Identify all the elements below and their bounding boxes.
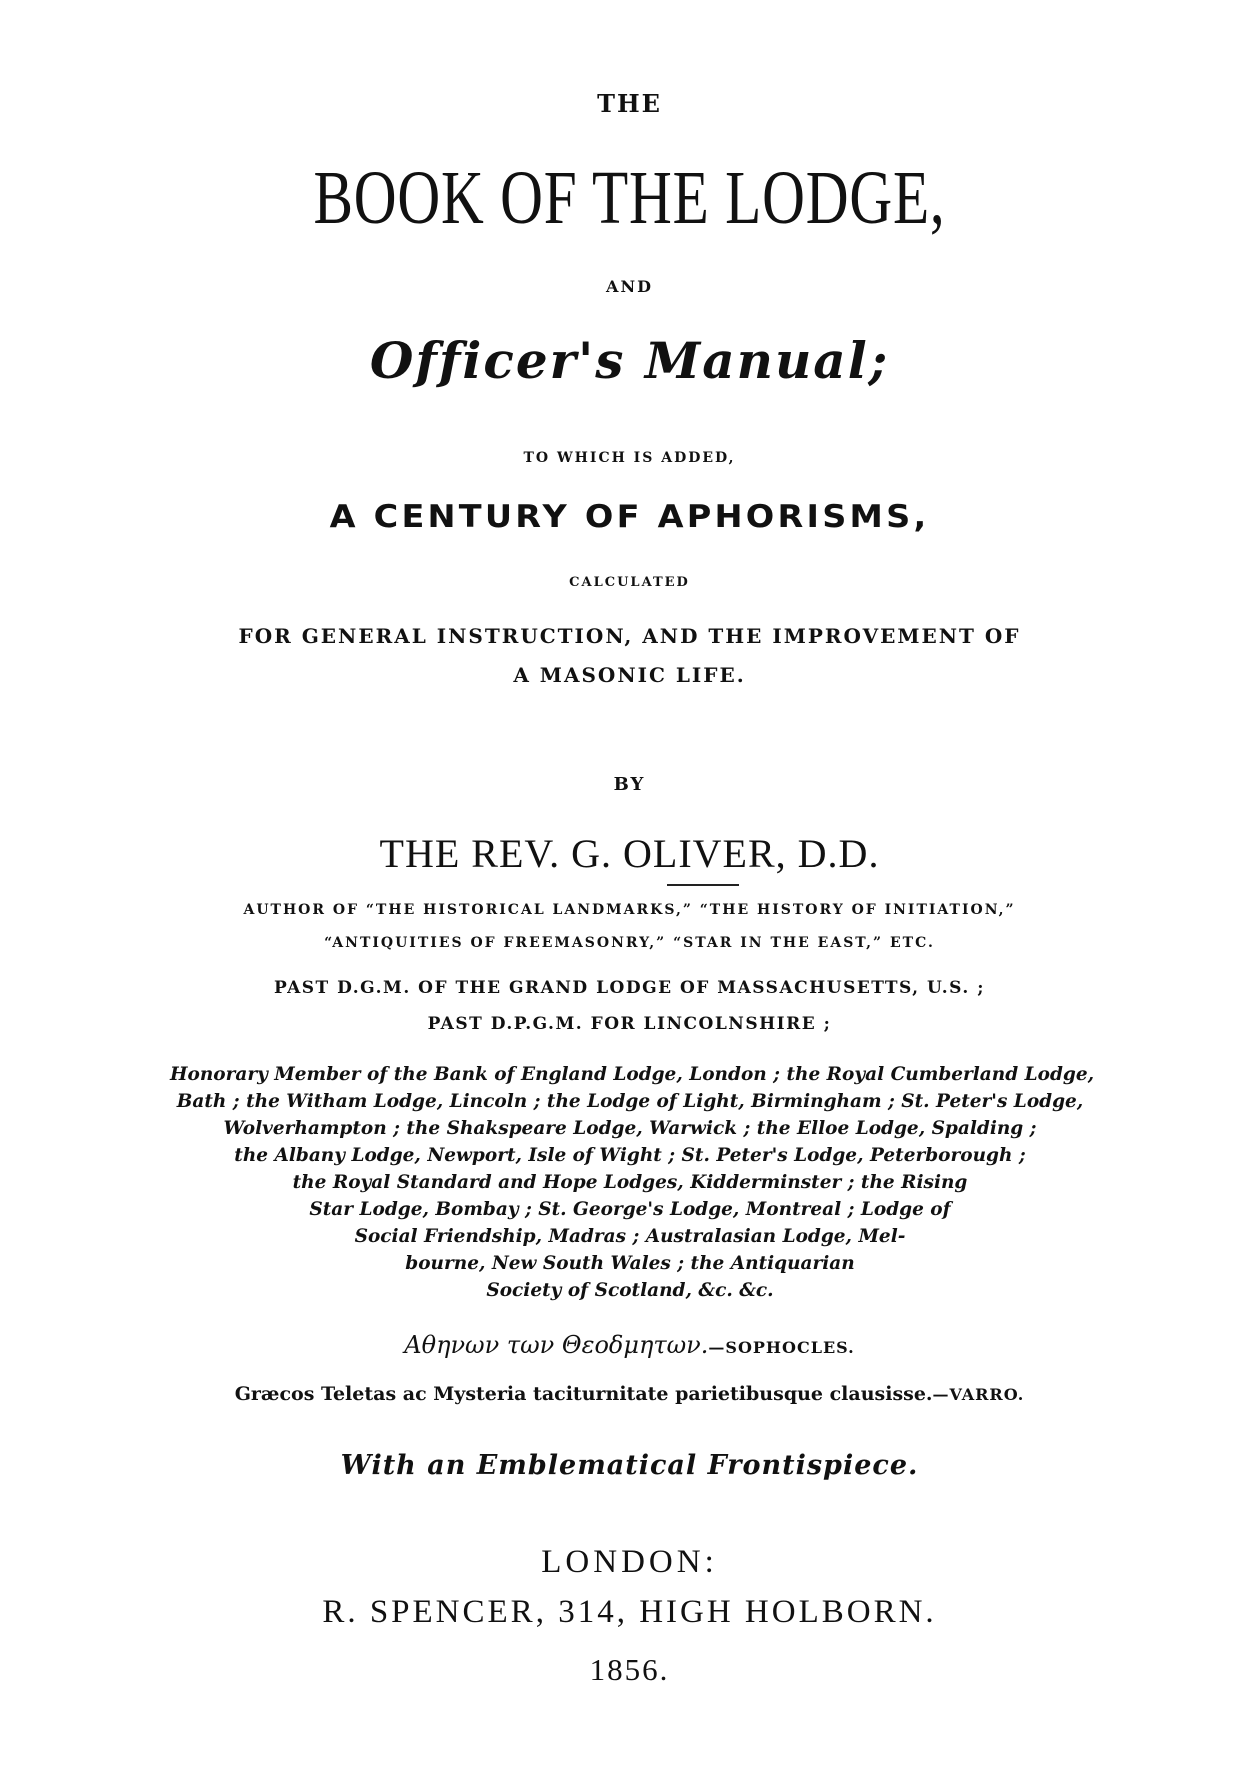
century-of-aphorisms: A CENTURY OF APHORISMS, (329, 499, 930, 535)
purpose-line-1: FOR GENERAL INSTRUCTION, AND THE IMPROVEMENT OF (238, 624, 1021, 648)
honorary-line: Wolverhampton ; the Shakspeare Lodge, Warwick ; the Elloe Lodge, Spalding ; (223, 1118, 1037, 1139)
title-and: AND (606, 277, 653, 296)
latin-quote-line (0, 1385, 1259, 1404)
office-line-2: PAST D.P.G.M. FOR LINCOLNSHIRE ; (427, 1014, 832, 1034)
by-label: BY (613, 774, 646, 795)
honorary-memberships (170, 1061, 1095, 1304)
calculated: CALCULATED (569, 575, 690, 590)
main-title: BOOK OF THE LODGE, (313, 156, 946, 240)
honorary-line: Star Lodge, Bombay ; St. George's Lodge, Montreal ; Lodge of (309, 1199, 951, 1220)
latin-attribution: —VARRO. (932, 1385, 1025, 1404)
author-rule (667, 884, 739, 886)
office-line-1: PAST D.G.M. OF THE GRAND LODGE OF MASSACHUSETTS, U.S. ; (274, 978, 985, 998)
to-which-is-added: TO WHICH IS ADDED, (523, 450, 736, 466)
honorary-line: Honorary Member of the Bank of England Lodge, London ; the Royal Cumberland Lodge, (170, 1064, 1095, 1085)
imprint-place: LONDON: (541, 1544, 718, 1580)
latin-quote: Græcos Teletas ac Mysteria taciturnitate parietibusque clausisse. (234, 1383, 933, 1405)
subtitle-officers-manual: Officer's Manual; (369, 331, 890, 390)
greek-attribution: —SOPHOCLES. (708, 1338, 855, 1357)
greek-quote: Αθηνων των Θεοδμητων. (404, 1331, 709, 1359)
imprint-year: 1856. (589, 1652, 670, 1687)
works-line-1: AUTHOR OF “THE HISTORICAL LANDMARKS,” “THE HISTORY OF INITIATION,” (243, 902, 1016, 918)
honorary-line: the Royal Standard and Hope Lodges, Kidderminster ; the Rising (292, 1172, 968, 1193)
author-name: THE REV. G. OLIVER, D.D. (379, 831, 880, 876)
honorary-line: bourne, New South Wales ; the Antiquarian (405, 1253, 855, 1274)
honorary-line: Society of Scotland, &c. &c. (486, 1280, 774, 1301)
greek-quote-line (0, 1333, 1259, 1357)
works-line-2: “ANTIQUITIES OF FREEMASONRY,” “STAR IN THE EAST,” ETC. (324, 935, 935, 951)
honorary-line: Bath ; the Witham Lodge, Lincoln ; the Lodge of Light, Birmingham ; St. Peter's Lodge, (176, 1091, 1084, 1112)
honorary-line: the Albany Lodge, Newport, Isle of Wight ; St. Peter's Lodge, Peterborough ; (234, 1145, 1026, 1166)
imprint-publisher: R. SPENCER, 314, HIGH HOLBORN. (322, 1594, 937, 1630)
frontispiece-note: With an Emblematical Frontispiece. (340, 1450, 919, 1481)
purpose-line-2: A MASONIC LIFE. (513, 663, 746, 687)
honorary-line: Social Friendship, Madras ; Australasian Lodge, Mel- (354, 1226, 906, 1247)
title-the: THE (597, 89, 662, 118)
